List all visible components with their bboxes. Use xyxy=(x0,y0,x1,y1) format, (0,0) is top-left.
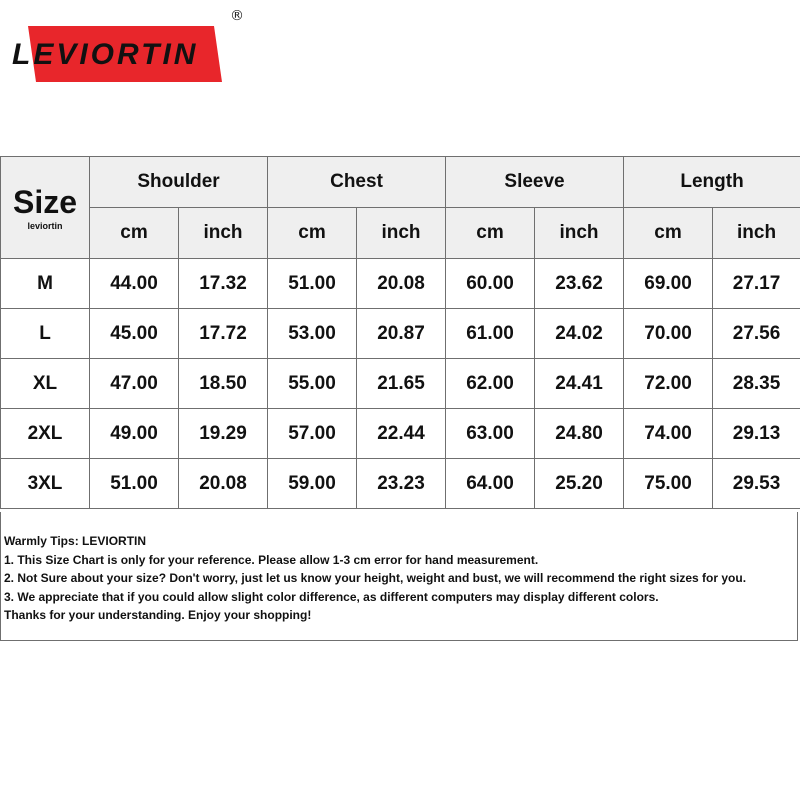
unit-header: cm xyxy=(446,208,535,259)
group-header-shoulder: Shoulder xyxy=(90,157,268,208)
tips-heading: Warmly Tips: LEVIORTIN xyxy=(4,534,147,548)
logo-text: LEVIORTIN xyxy=(12,38,199,71)
value-cell: 51.00 xyxy=(90,459,179,509)
value-cell: 23.62 xyxy=(535,259,624,309)
value-cell: 45.00 xyxy=(90,309,179,359)
size-cell: 3XL xyxy=(1,459,90,509)
tips-box xyxy=(0,512,798,641)
unit-header: cm xyxy=(624,208,713,259)
value-cell: 24.80 xyxy=(535,409,624,459)
group-header-length: Length xyxy=(624,157,800,208)
value-cell: 17.32 xyxy=(179,259,268,309)
value-cell: 24.41 xyxy=(535,359,624,409)
value-cell: 70.00 xyxy=(624,309,713,359)
tips-closing: Thanks for your understanding. Enjoy your shopping! xyxy=(4,608,312,622)
value-cell: 57.00 xyxy=(268,409,357,459)
tips-line: 1. This Size Chart is only for your reference. Please allow 1-3 cm error for hand measurement. xyxy=(4,552,539,567)
size-chart-table xyxy=(0,156,800,509)
table-row xyxy=(1,259,800,309)
value-cell: 61.00 xyxy=(446,309,535,359)
group-header-sleeve: Sleeve xyxy=(446,157,624,208)
size-cell: L xyxy=(1,309,90,359)
value-cell: 22.44 xyxy=(357,409,446,459)
value-cell: 29.13 xyxy=(713,409,800,459)
value-cell: 74.00 xyxy=(624,409,713,459)
value-cell: 72.00 xyxy=(624,359,713,409)
tips-line: 3. We appreciate that if you could allow slight color difference, as different computers may display different colors. xyxy=(4,589,659,604)
registered-mark: ® xyxy=(230,8,244,24)
value-cell: 23.23 xyxy=(357,459,446,509)
value-cell: 20.08 xyxy=(357,259,446,309)
header-row-groups xyxy=(1,157,800,208)
unit-header: inch xyxy=(357,208,446,259)
table-row xyxy=(1,459,800,509)
value-cell: 47.00 xyxy=(90,359,179,409)
tips-line: 2. Not Sure about your size? Don't worry, just let us know your height, weight and bust, we will recommend the right sizes for you. xyxy=(4,571,747,585)
size-header-cell xyxy=(1,157,90,259)
value-cell: 19.29 xyxy=(179,409,268,459)
value-cell: 17.72 xyxy=(179,309,268,359)
brand-logo xyxy=(8,8,248,88)
size-header-sublabel: leviortin xyxy=(27,220,63,231)
unit-header: inch xyxy=(713,208,800,259)
unit-header: cm xyxy=(90,208,179,259)
value-cell: 60.00 xyxy=(446,259,535,309)
value-cell: 28.35 xyxy=(713,359,800,409)
value-cell: 27.56 xyxy=(713,309,800,359)
value-cell: 51.00 xyxy=(268,259,357,309)
value-cell: 44.00 xyxy=(90,259,179,309)
size-cell: XL xyxy=(1,359,90,409)
value-cell: 20.08 xyxy=(179,459,268,509)
value-cell: 18.50 xyxy=(179,359,268,409)
value-cell: 27.17 xyxy=(713,259,800,309)
value-cell: 49.00 xyxy=(90,409,179,459)
header-row-units xyxy=(1,208,800,259)
value-cell: 24.02 xyxy=(535,309,624,359)
value-cell: 21.65 xyxy=(357,359,446,409)
value-cell: 55.00 xyxy=(268,359,357,409)
value-cell: 64.00 xyxy=(446,459,535,509)
size-cell: 2XL xyxy=(1,409,90,459)
value-cell: 53.00 xyxy=(268,309,357,359)
table-row xyxy=(1,309,800,359)
group-header-chest: Chest xyxy=(268,157,446,208)
value-cell: 75.00 xyxy=(624,459,713,509)
value-cell: 69.00 xyxy=(624,259,713,309)
size-header-label: Size xyxy=(12,183,78,220)
value-cell: 20.87 xyxy=(357,309,446,359)
value-cell: 59.00 xyxy=(268,459,357,509)
table-row xyxy=(1,359,800,409)
unit-header: cm xyxy=(268,208,357,259)
unit-header: inch xyxy=(179,208,268,259)
value-cell: 62.00 xyxy=(446,359,535,409)
unit-header: inch xyxy=(535,208,624,259)
table-row xyxy=(1,409,800,459)
value-cell: 63.00 xyxy=(446,409,535,459)
size-cell: M xyxy=(1,259,90,309)
value-cell: 25.20 xyxy=(535,459,624,509)
value-cell: 29.53 xyxy=(713,459,800,509)
